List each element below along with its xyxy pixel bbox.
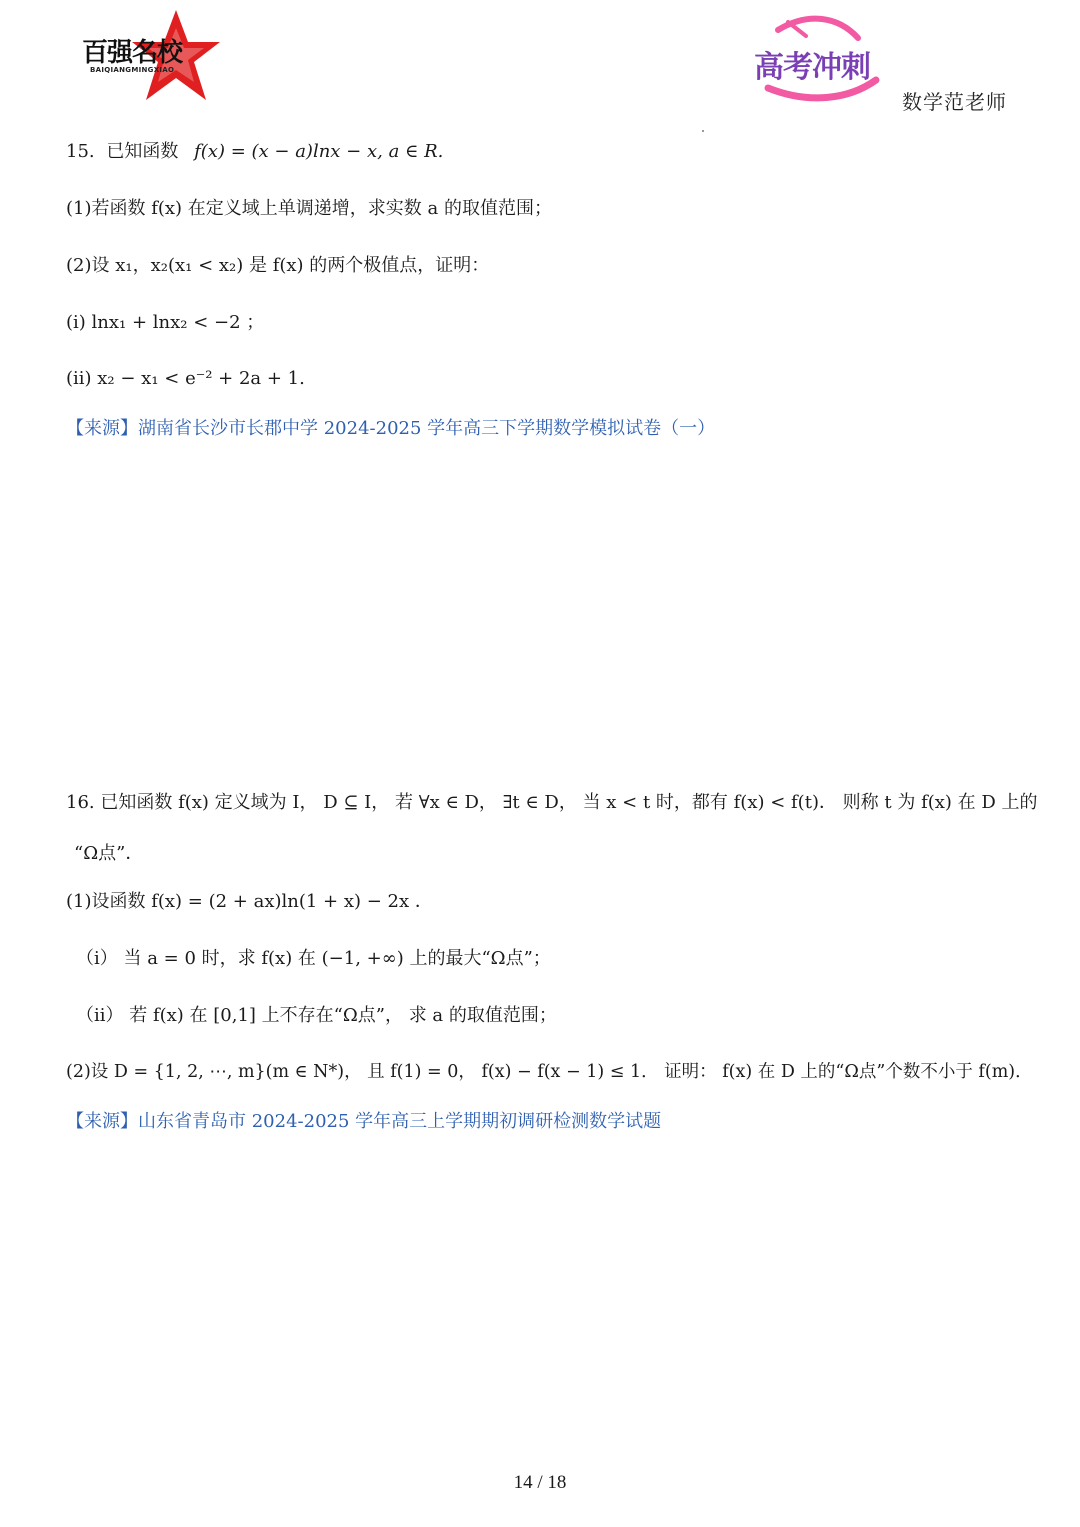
q16-part2: (2)设 D = {1, 2, ⋯, m}(m ∈ N*)， 且 f(1) = 0， f(x) − f(x − 1) ≤ 1． 证明： f(x) 在 D 上的“Ω点”个数不小于 f(m)． xyxy=(66,1062,1033,1082)
gaokao-chongci-logo xyxy=(748,8,898,104)
teacher-name: 数学范老师 xyxy=(902,90,1007,114)
q15-formula: f(x) = (x − a)lnx − x, a ∈ R. xyxy=(194,141,444,162)
logo-left-subtitle: BAIQIANGMINGXIAO xyxy=(90,66,175,74)
q16-stem-line2: “Ω点”． xyxy=(74,843,144,864)
baiqiang-mingxiao-logo xyxy=(76,8,226,104)
q16-source: 【来源】山东省青岛市 2024-2025 学年高三上学期期初调研检测数学试题 xyxy=(66,1111,662,1132)
q15-part2-i: (i) lnx₁ + lnx₂ < −2 ； xyxy=(66,312,265,333)
page-number: 14 / 18 xyxy=(513,1472,567,1493)
q15-number: 15. xyxy=(66,141,95,162)
q15-part2-ii: (ii) x₂ − x₁ < e⁻² + 2a + 1. xyxy=(66,368,305,389)
q15-part1: (1)若函数 f(x) 在定义域上单调递增，求实数 a 的取值范围； xyxy=(66,198,552,219)
q16-part1: (1)设函数 f(x) = (2 + ax)ln(1 + x) − 2x ． xyxy=(66,891,433,912)
q16-part1-ii: （ii） 若 f(x) 在 [0,1] 上不存在“Ω点”， 求 a 的取值范围； xyxy=(76,1005,557,1026)
q15-part2: (2)设 x₁，x₂(x₁ < x₂) 是 f(x) 的两个极值点，证明： xyxy=(66,255,490,276)
q16-part1-i: （i） 当 a = 0 时，求 f(x) 在 (−1, +∞) 上的最大“Ω点”； xyxy=(76,948,551,969)
logo-left-title: 百强名校 xyxy=(82,38,183,68)
q15-source: 【来源】湖南省长沙市长郡中学 2024-2025 学年高三下学期数学模拟试卷（一） xyxy=(66,418,716,439)
stray-dot xyxy=(702,130,704,132)
logo-right-title: 高考冲刺 xyxy=(754,50,870,85)
q15-intro: 已知函数 xyxy=(106,141,179,162)
q16-stem-line1: 16. 已知函数 f(x) 定义域为 I， D ⊆ I， 若 ∀x ∈ D， ∃t ∈ D， 当 x < t 时，都有 f(x) < f(t)． 则称 t 为 f(x) 在 D 上的 xyxy=(66,792,1038,813)
q15-stem xyxy=(66,139,443,165)
